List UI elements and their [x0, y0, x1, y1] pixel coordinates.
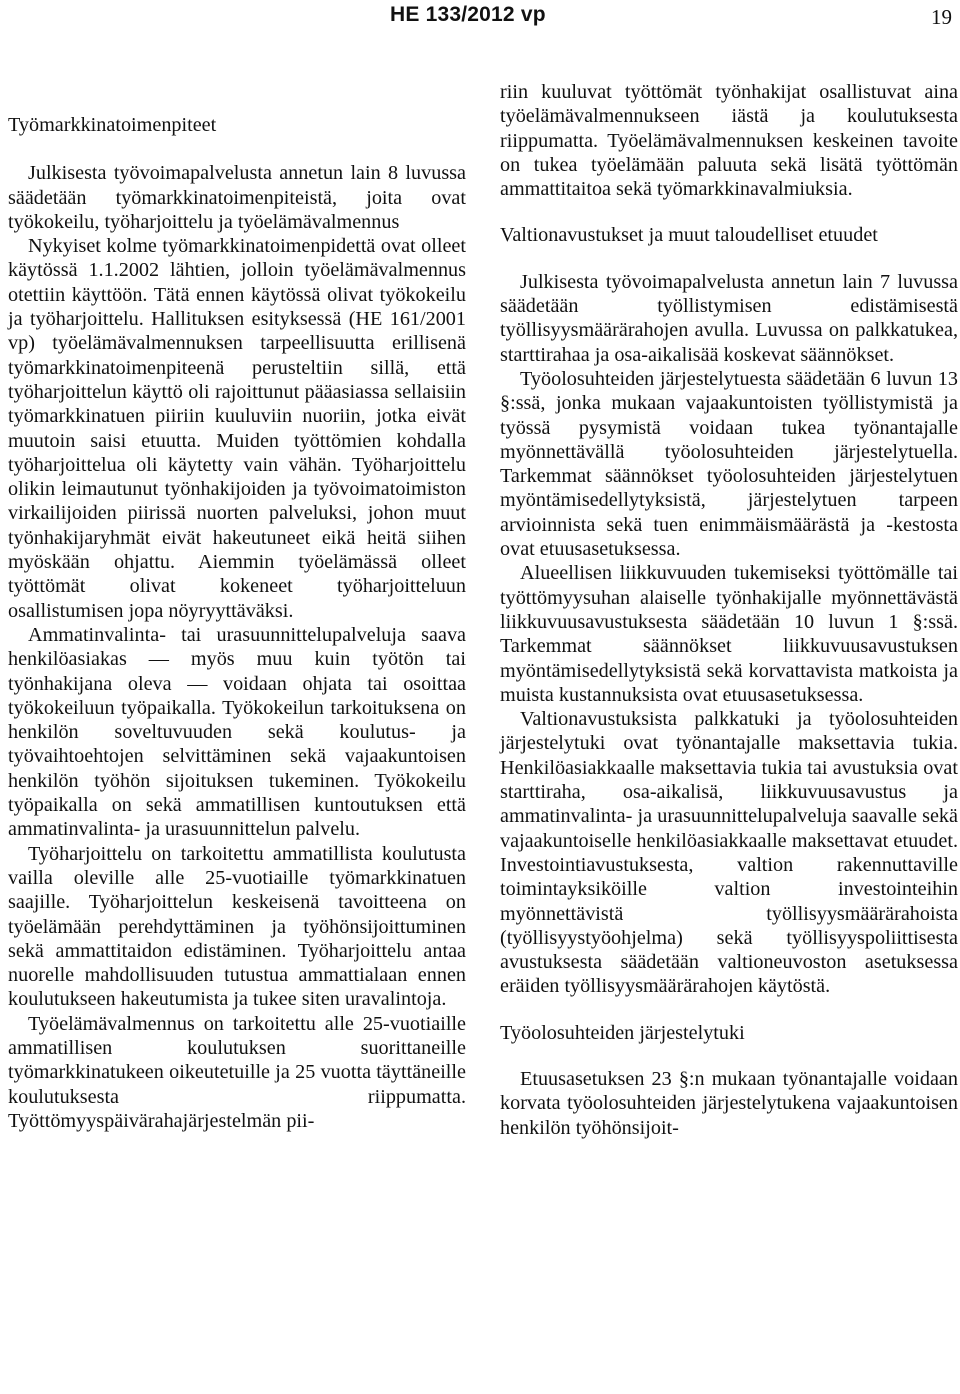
section-heading-tyoolosuhteiden-jarjestelytuki: Työolosuhteiden järjestelytuki	[500, 1021, 745, 1044]
paragraph: Alueellisen liikkuvuuden tukemiseksi työttömälle tai työttömyysuhan alaiselle työnhakijalle myönnettävästä liikkuvuusavustuksesta säädetään 10 luvun 1 §:ssä. Tarkemmat säännökset liikkuvuusavustuksen myöntämisedellytyksistä sekä korvattavista matkoista ja muista kustannuksista ovat etuusasetuksessa.	[500, 562, 958, 706]
paragraph: Julkisesta työvoimapalvelusta annetun lain 8 luvussa säädetään työmarkkinatoimenpiteistä, joita ovat työkokeilu, työharjoittelu ja työelämävalmennus	[8, 162, 466, 233]
paragraph: Julkisesta työvoimapalvelusta annetun lain 7 luvussa säädetään työllistymisen edistämisestä työllisyysmäärärahojen avulla. Luvussa on palkkatukea, starttirahaa ja osa-aikalisää koskevat säännökset.	[500, 270, 958, 366]
paragraph: Työelämävalmennus on tarkoitettu alle 25-vuotiaille ammatillisen koulutuksen suorittaneille työmarkkinatukeen oikeutetuille ja 25 vuotta täyttäneille koulutuksesta riippumatta. Työttömyyspäivärahajärjestelmän pii-	[8, 1012, 466, 1132]
document-id: HE 133/2012 vp	[390, 3, 546, 26]
paragraph: Ammatinvalinta- tai urasuunnittelupalveluja saava henkilöasiakas — myös muu kuin työtön tai työnhakijana oleva — voidaan ohjata tai osoittaa työkokeiluun työpaikalla. Työkokeilun tarkoituksena on henkilön soveltuvuuden sekä koulutus- ja työvaihtoehtojen selvittäminen sekä vajaakuntoisen henkilön työhön sijoituksen tukeminen. Työkokeilu työpaikalla on sekä ammatillisen kuntoutuksen että ammatinvalinta- ja urasuunnittelun palvelu.	[8, 623, 466, 841]
page-number: 19	[931, 5, 952, 29]
left-column	[8, 80, 466, 1133]
paragraph: riin kuuluvat työttömät työnhakijat osallistuvat aina työelämävalmennukseen iästä ja koulutuksesta riippumatta. Työelämävalmennuksen keskeinen tavoite on tukea työelämään paluuta sekä lisätä työttömän ammattitaitoa sekä työmarkkinavalmiuksia.	[500, 81, 958, 201]
paragraph: Työharjoittelu on tarkoitettu ammatillista koulutusta vailla oleville alle 25-vuotiaille työmarkkinatuen saajille. Työharjoittelun keskeisenä tavoitteena on työelämään perehdyttäminen ja työhönsijoittuminen sekä ammattitaidon edistäminen. Työharjoittelu antaa nuorelle mahdollisuuden tutustua ammattialaan ennen koulutukseen hakeutumista ja tukee siten uravalintoja.	[8, 842, 466, 1011]
paragraph: Työolosuhteiden järjestelytuesta säädetään 6 luvun 13 §:ssä, jonka mukaan vajaakuntoisten työllistymistä ja työssä pysymistä voidaan tukea työnantajalle myönnettävällä työolosuhteiden järjestelytuella. Tarkemmat säännökset työolosuhteiden järjestelytuen myöntämisedellytyksistä, järjestelytuen tarpeen arvioinnista sekä tuen enimmäismäärästä ja -kestosta ovat etuusasetuksessa.	[500, 367, 958, 561]
page-header	[0, 0, 960, 36]
section-heading-tyomarkkinatoimenpiteet: Työmarkkinatoimenpiteet	[8, 114, 217, 136]
paragraph: Valtionavustuksista palkkatuki ja työolosuhteiden järjestelytuki ovat työnantajalle maksettavia tukia. Henkilöasiakkaalle maksettavia tukia tai avustuksia ovat starttiraha, osa-aikalisä, liikkuvuusavustus ja ammatinvalinta- ja urasuunnittelupalveluja saavalle sekä vajaakuntoiselle henkilöasiakkaalle maksettavat etuudet. Investointiavustuksesta, valtion rakennuttaville toimintayksiköille valtion investointeihin myönnettävistä työllisyysmäärärahoista (työllisyystyöohjelma) sekä työllisyyspoliittisesta avustuksesta säädetään valtioneuvoston asetuksessa eräiden työllisyysmäärärahojen käytöstä.	[500, 708, 958, 998]
paragraph: Etuusasetuksen 23 §:n mukaan työnantajalle voidaan korvata työolosuhteiden järjestelytukena vajaakuntoisen henkilön työhönsijoit-	[500, 1067, 958, 1139]
section-heading-valtionavustukset: Valtionavustukset ja muut taloudelliset etuudet	[500, 224, 878, 247]
paragraph: Nykyiset kolme työmarkkinatoimenpidettä ovat olleet käytössä 1.1.2002 lähtien, jolloin työelämävalmennus otettiin käyttöön. Tätä ennen käytössä olivat työkokeilu ja työharjoittelu. Hallituksen esityksessä (HE 161/2001 vp) työelämävalmennuksen tarpeellisuutta erillisenä työmarkkinatoimenpiteenä perusteltiin sillä, että työharjoittelun käyttö oli rajoittunut pääasiassa sellaisiin työmarkkinatuen piiriin kuuluviin nuoriin, jotka eivät muutoin saisi etuutta. Muiden työttömien kohdalla työharjoittelua oli käytetty vain vähän. Työharjoittelu olikin leimautunut työnhakijoiden ja työvoimatoimiston virkailijoiden piirissä nuorten palveluksi, johon muut työnhakijaryhmät eivät hakeutuneet eikä heitä siihen myöskään ohjattu. Aiemmin työelämässä olleet työttömät olivat kokeneet työharjoitteluun osallistumisen jopa nöyryyttäväksi.	[8, 235, 466, 622]
right-column	[500, 80, 958, 1140]
